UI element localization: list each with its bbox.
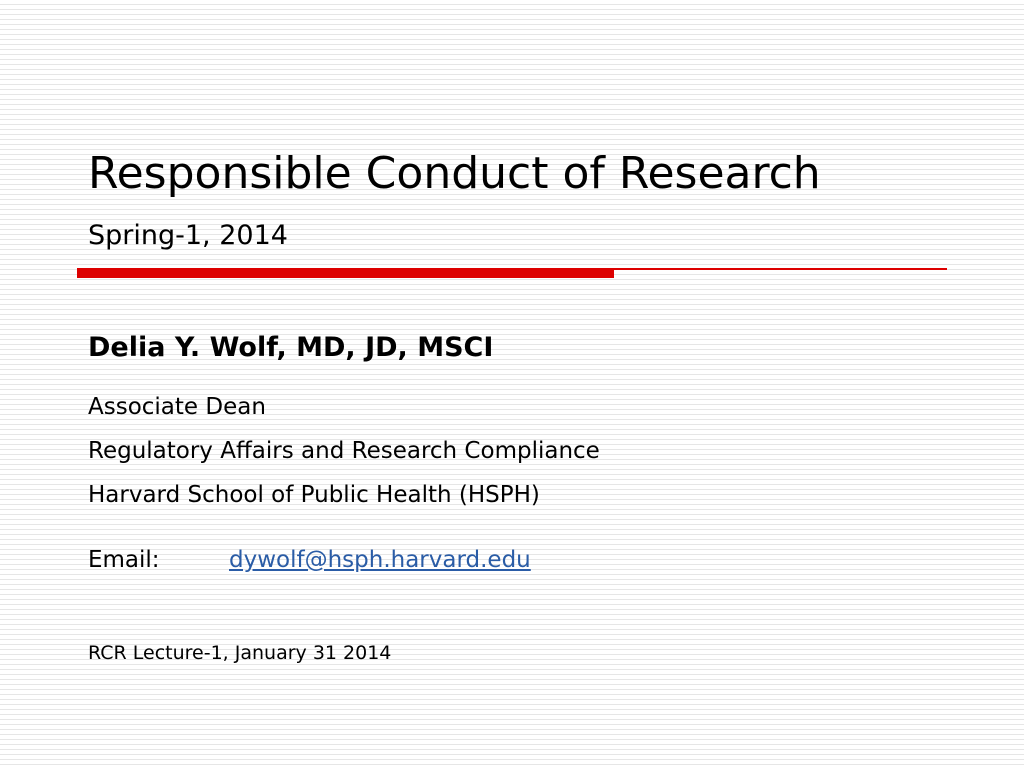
affiliation-school: Harvard School of Public Health (HSPH): [88, 482, 540, 508]
email-label: Email:: [88, 547, 160, 573]
affiliation-title: Associate Dean: [88, 394, 266, 420]
slide-footer: RCR Lecture-1, January 31 2014: [88, 642, 392, 664]
author-name: Delia Y. Wolf, MD, JD, MSCI: [88, 332, 494, 363]
affiliation-department: Regulatory Affairs and Research Compliance: [88, 438, 600, 464]
email-link[interactable]: dywolf@hsph.harvard.edu: [229, 547, 531, 573]
title-rule-thin: [614, 268, 947, 270]
slide-subtitle: Spring-1, 2014: [88, 220, 288, 251]
slide-title: Responsible Conduct of Research: [88, 148, 821, 199]
title-rule-thick: [77, 268, 614, 278]
